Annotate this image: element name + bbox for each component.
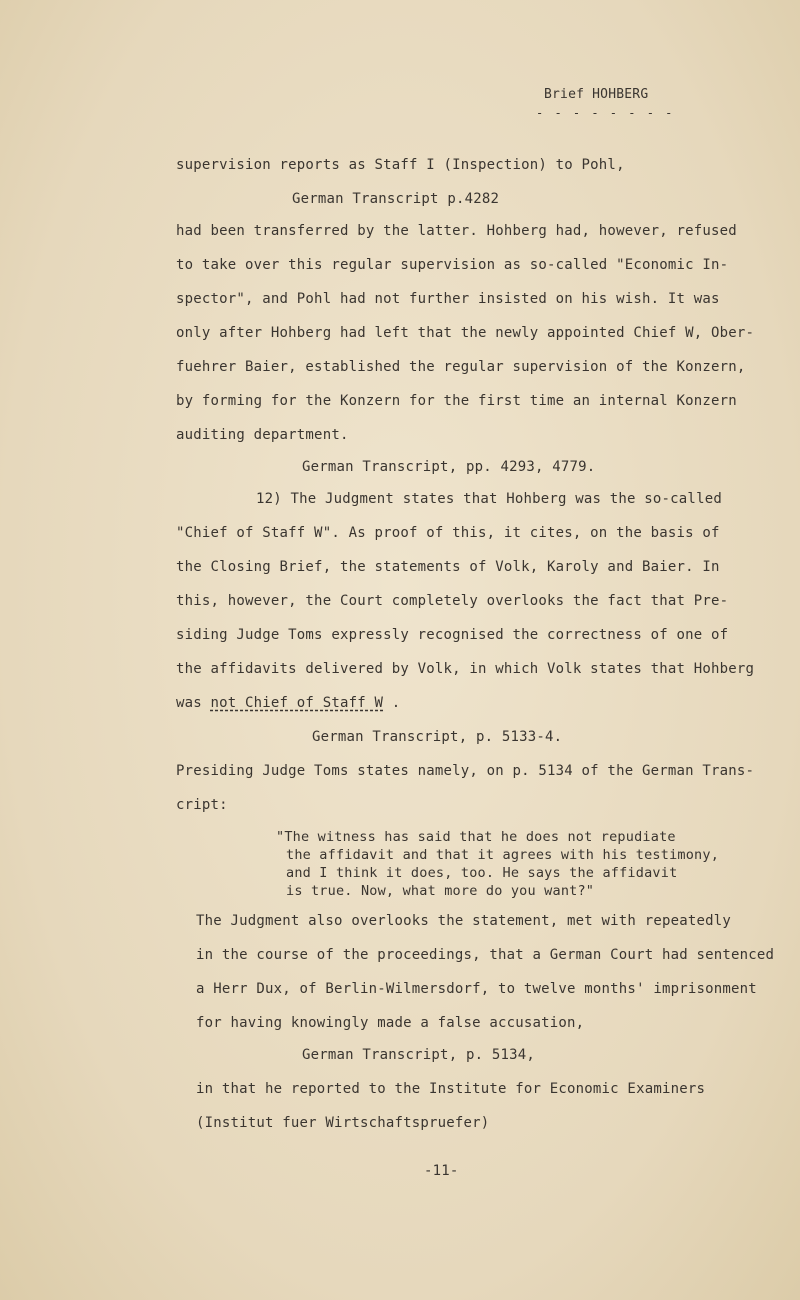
text-line xyxy=(176,694,400,712)
text-line: to take over this regular supervision as so-called "Economic In- xyxy=(176,257,729,273)
transcript-citation: German Transcript, p. 5134, xyxy=(302,1047,535,1063)
text-line: by forming for the Konzern for the first time an internal Konzern xyxy=(176,393,737,409)
quote-line: and I think it does, too. He says the affidavit xyxy=(286,865,678,881)
text-line: spector", and Pohl had not further insisted on his wish. It was xyxy=(176,291,720,307)
text-line: cript: xyxy=(176,797,228,813)
header-rule: - - - - - - - - xyxy=(536,106,675,120)
text-line: a Herr Dux, of Berlin-Wilmersdorf, to twelve months' imprisonment xyxy=(196,981,757,997)
text-line: fuehrer Baier, established the regular supervision of the Konzern, xyxy=(176,359,746,375)
text-line: the affidavits delivered by Volk, in which Volk states that Hohberg xyxy=(176,661,755,677)
transcript-citation: German Transcript, p. 5133-4. xyxy=(312,729,563,745)
underlined-phrase: not Chief of Staff W xyxy=(210,695,384,711)
text-line: had been transferred by the latter. Hohberg had, however, refused xyxy=(176,223,737,239)
paragraph-12-start: 12) The Judgment states that Hohberg was the so-called xyxy=(256,491,722,507)
transcript-citation: German Transcript p.4282 xyxy=(292,191,500,207)
text-line: in the course of the proceedings, that a German Court had sentenced xyxy=(196,947,775,963)
header-title: Brief HOHBERG xyxy=(544,87,649,102)
text-line: The Judgment also overlooks the statement, met with repeatedly xyxy=(196,913,731,929)
text-line: for having knowingly made a false accusation, xyxy=(196,1015,585,1031)
quote-line: the affidavit and that it agrees with his testimony, xyxy=(286,847,720,863)
text-line: (Institut fuer Wirtschaftspruefer) xyxy=(196,1115,490,1131)
text-line: in that he reported to the Institute for Economic Examiners xyxy=(196,1081,706,1097)
text-line: "Chief of Staff W". As proof of this, it cites, on the basis of xyxy=(176,525,720,541)
text-fragment: . xyxy=(383,695,401,711)
transcript-citation: German Transcript, pp. 4293, 4779. xyxy=(302,459,596,475)
text-line: supervision reports as Staff I (Inspection) to Pohl, xyxy=(176,157,625,173)
text-fragment: was xyxy=(176,695,211,711)
text-line: this, however, the Court completely overlooks the fact that Pre- xyxy=(176,593,729,609)
text-line: Presiding Judge Toms states namely, on p. 5134 of the German Trans- xyxy=(176,763,755,779)
text-line: the Closing Brief, the statements of Volk, Karoly and Baier. In xyxy=(176,559,720,575)
quote-line: is true. Now, what more do you want?" xyxy=(286,883,595,899)
text-line: siding Judge Toms expressly recognised the correctness of one of xyxy=(176,627,729,643)
text-line: auditing department. xyxy=(176,427,349,443)
page-number: -11- xyxy=(424,1163,459,1179)
text-line: only after Hohberg had left that the newly appointed Chief W, Ober- xyxy=(176,325,755,341)
quote-line: "The witness has said that he does not repudiate xyxy=(276,829,676,845)
